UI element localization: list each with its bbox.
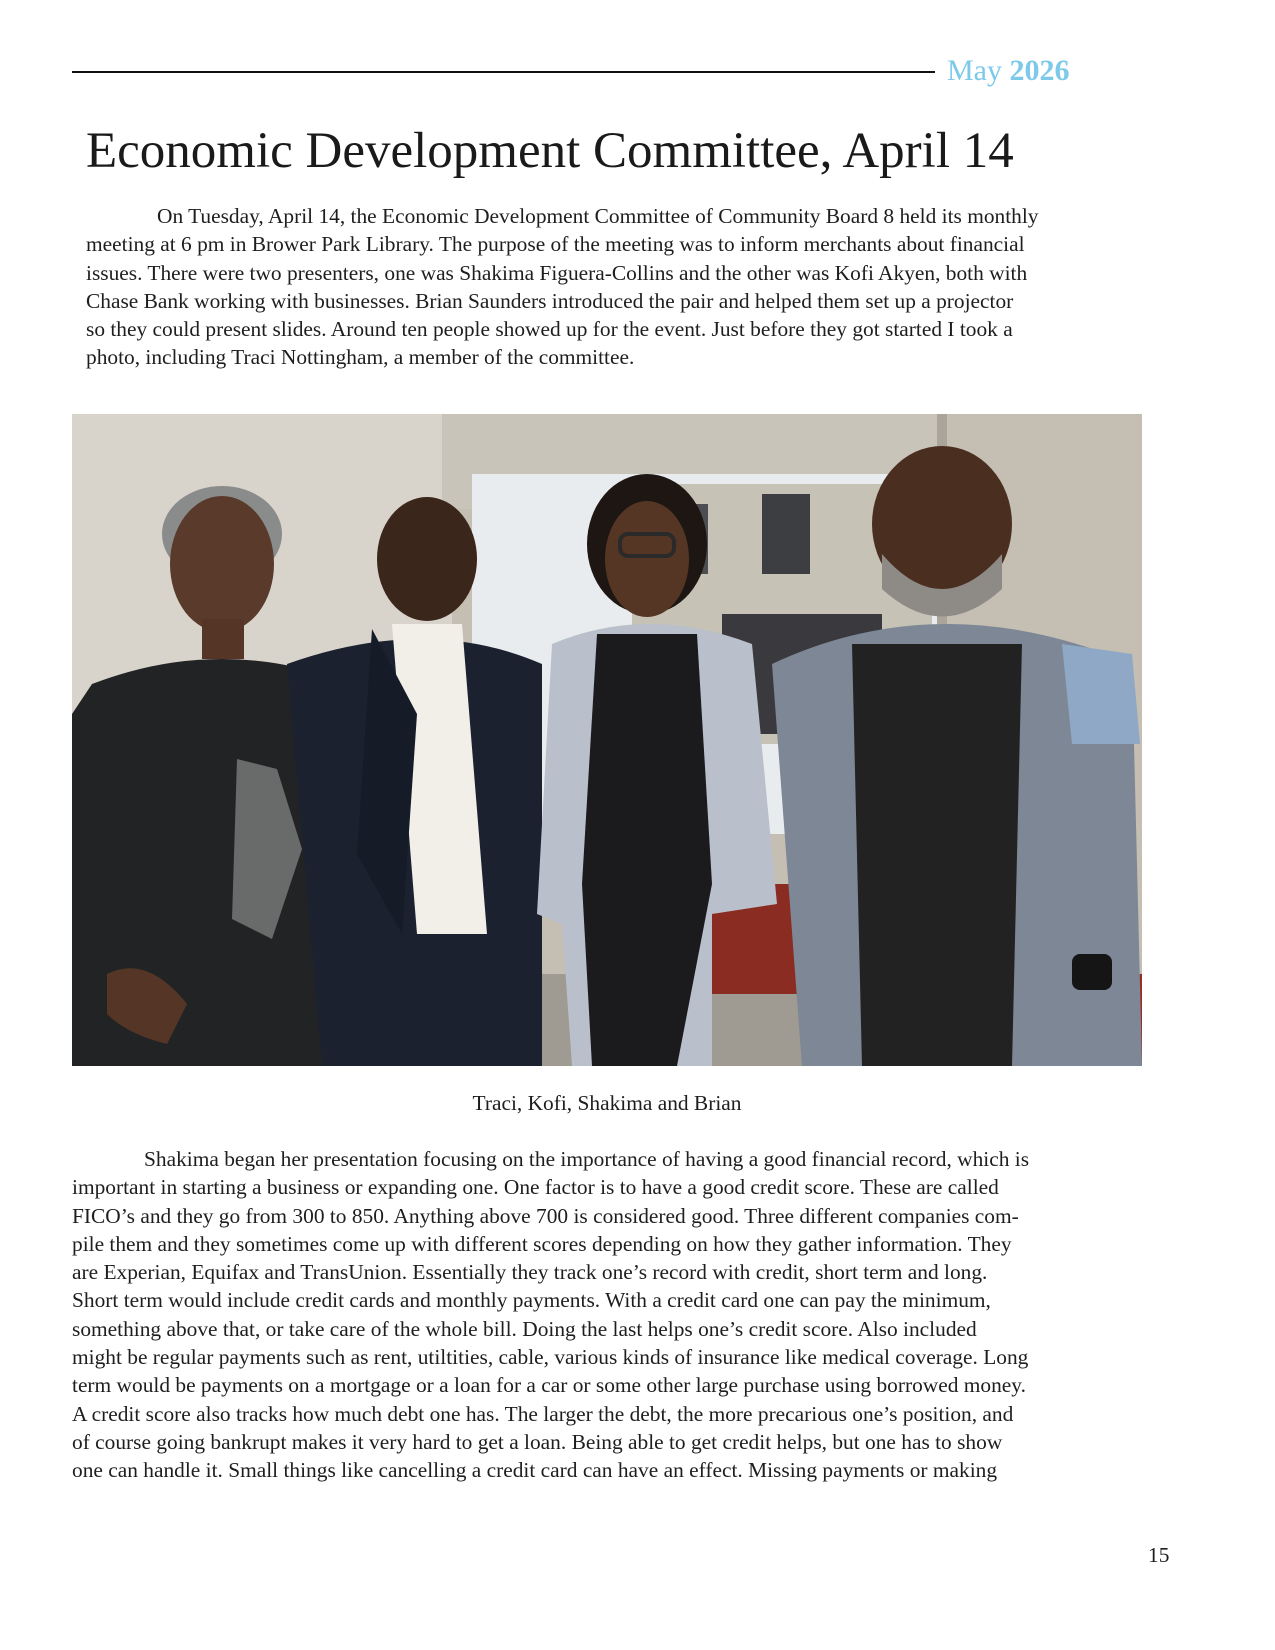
body-line: A credit score also tracks how much debt one has. The larger the debt, the more precarious one’s position, and [72,1401,1014,1426]
page-number: 15 [1148,1543,1170,1567]
group-photo-illustration [72,414,1142,1066]
group-photo [72,414,1142,1066]
header-rule [72,71,935,73]
article-intro [86,202,1148,372]
intro-line: photo, including Traci Nottingham, a member of the committee. [86,345,635,370]
intro-line: issues. There were two presenters, one was Shakima Figuera-Collins and the other was Kofi Akyen, both with [86,260,1028,285]
intro-line: On Tuesday, April 14, the Economic Development Committee of Community Board 8 held its monthly [157,204,1039,228]
issue-year: 2026 [1009,54,1070,87]
intro-line: meeting at 6 pm in Brower Park Library. The purpose of the meeting was to inform merchants about financial [86,232,1025,257]
body-line: are Experian, Equifax and TransUnion. Essentially they track one’s record with credit, short term and long. [72,1260,988,1285]
body-line: Shakima began her presentation focusing on the importance of having a good financial record, which is [144,1147,1030,1171]
intro-line: Chase Bank working with businesses. Brian Saunders introduced the pair and helped them set up a projector [86,288,1014,313]
issue-month: May [947,54,1002,87]
body-line: one can handle it. Small things like cancelling a credit card can have an effect. Missing payments or making [72,1458,998,1483]
body-line: might be regular payments such as rent, utiltities, cable, various kinds of insurance like medical coverage. Long [72,1345,1029,1370]
body-line: of course going bankrupt makes it very hard to get a loan. Being able to get credit helps, but one has to show [72,1429,1003,1454]
photo-caption: Traci, Kofi, Shakima and Brian [472,1091,742,1115]
body-line: FICO’s and they go from 300 to 850. Anything above 700 is considered good. Three different companies com- [72,1203,1019,1228]
intro-line: so they could present slides. Around ten people showed up for the event. Just before they got started I took a [86,317,1013,342]
article-body [72,1145,1147,1485]
body-line: term would be payments on a mortgage or a loan for a car or some other large purchase using borrowed money. [72,1373,1026,1398]
body-line: something above that, or take care of the whole bill. Doing the last helps one’s credit score. Also included [72,1316,977,1341]
body-line: Short term would include credit cards and monthly payments. With a credit card one can pay the minimum, [72,1288,991,1313]
body-line: important in starting a business or expanding one. One factor is to have a good credit score. These are called [72,1175,999,1200]
body-line: pile them and they sometimes come up with different scores depending on how they gather information. They [72,1231,1012,1256]
issue-date [947,53,1070,89]
article-title: Economic Development Committee, April 14 [86,123,1014,179]
